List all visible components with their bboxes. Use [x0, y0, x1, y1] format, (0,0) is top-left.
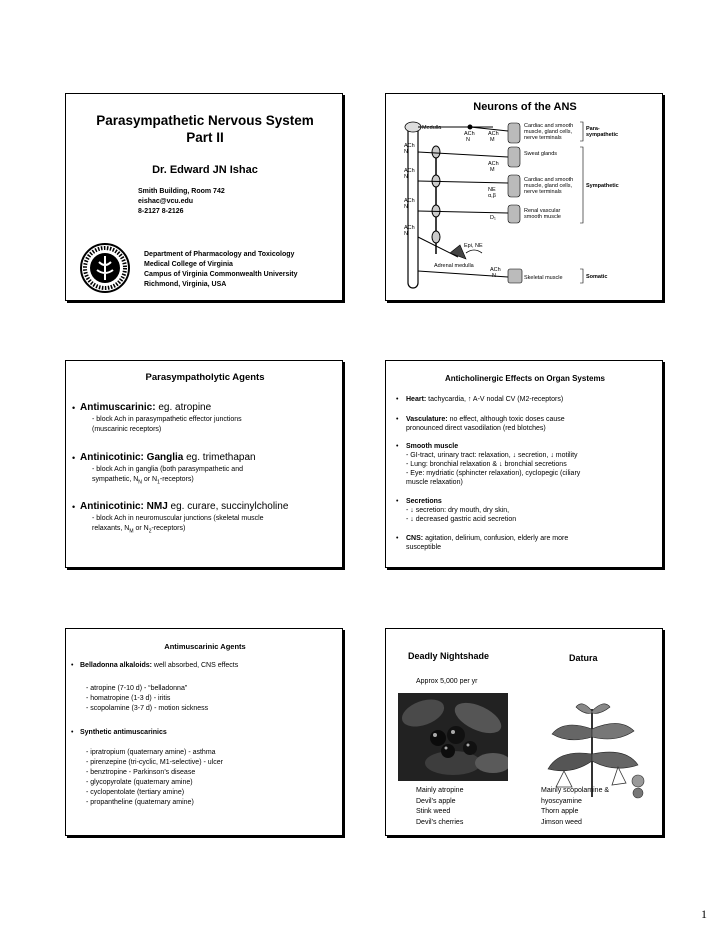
slide-anticholinergic-effects — [385, 360, 663, 568]
svg-text:ACh: ACh — [404, 198, 415, 204]
cases-per-year: Approx 5,000 per yr — [416, 678, 478, 685]
ans-neurons-diagram — [398, 119, 660, 297]
bullet-smooth-muscle: • Smooth muscle - GI-tract, urinary tract: relaxation, ↓ secretion, ↓ motility - Lung: bronchial relaxation & ↓ bronchial secretions - Eye: mydriatic (sphincter relaxation), cyclopegic (ciliary muscle relaxation) — [396, 443, 581, 486]
datura-title: Datura — [569, 653, 598, 663]
bullet-belladonna: • Belladonna alkaloids: well absorbed, CNS effects — [71, 662, 239, 669]
slide-plants — [385, 628, 663, 836]
bullet-heart: • Heart: tachycardia, ↑ A-V nodal CV (M2-receptors) — [396, 396, 564, 403]
svg-text:N: N — [404, 204, 408, 210]
slide1-title: Parasympathetic Nervous System Part II — [96, 113, 314, 145]
svg-text:muscle, gland cells,: muscle, gland cells, — [524, 183, 572, 189]
svg-text:D₁: D₁ — [490, 215, 496, 221]
svg-text:Sympathetic: Sympathetic — [586, 183, 619, 189]
svg-text:Adrenal medulla: Adrenal medulla — [434, 263, 474, 269]
svg-text:Somatic: Somatic — [586, 274, 608, 280]
slide3-title: Parasympatholytic Agents — [145, 372, 265, 383]
svg-text:nerve terminals: nerve terminals — [524, 189, 562, 195]
svg-text:Para-: Para- — [586, 126, 600, 132]
synthetic-list: - ipratropium (quaternary amine) - asthma - pirenzepine (tri-cyclic, M1-selective) - ulcer - benztropine - Parkinson’s disease - glycopyrolate (quaternary amine) - cyclopentolate (tertiary amine) - propantheline (quaternary amine) — [86, 749, 223, 806]
author-name: Dr. Edward JN Ishac — [152, 164, 258, 176]
slide2-title: Neurons of the ANS — [473, 101, 577, 113]
svg-text:N: N — [404, 174, 408, 180]
label-medulla: Medulla — [422, 125, 442, 131]
svg-text:ACh: ACh — [404, 143, 415, 149]
svg-text:ACh: ACh — [488, 161, 499, 167]
svg-text:N: N — [492, 273, 496, 279]
svg-text:N: N — [404, 231, 408, 237]
svg-text:N: N — [466, 137, 470, 143]
svg-text:Cardiac and smooth: Cardiac and smooth — [524, 177, 574, 183]
svg-text:nerve terminals: nerve terminals — [524, 135, 562, 141]
svg-text:ACh: ACh — [404, 225, 415, 231]
svg-text:Epi, NE: Epi, NE — [464, 243, 483, 249]
svg-text:α,β: α,β — [488, 193, 496, 199]
svg-text:ACh: ACh — [490, 267, 501, 273]
page-number: 1 — [701, 907, 707, 921]
svg-text:Skeletal muscle: Skeletal muscle — [524, 275, 563, 281]
vcu-seal-icon — [79, 242, 131, 294]
nightshade-photo-icon — [398, 693, 508, 781]
slide4-title: Anticholinergic Effects on Organ Systems — [444, 374, 606, 383]
svg-text:sympathetic: sympathetic — [586, 132, 619, 138]
bullet-synthetic: • Synthetic antimuscarinics — [71, 729, 167, 736]
slide-title — [65, 93, 343, 301]
svg-text:NE: NE — [488, 187, 496, 193]
slide-antimuscarinic-agents — [65, 628, 343, 836]
bullet-secretions: • Secretions - ↓ secretion: dry mouth, dry skin, - ↓ decreased gastric acid secretion — [396, 498, 517, 523]
svg-text:ACh: ACh — [488, 131, 499, 137]
slide-neurons-ans — [385, 93, 663, 301]
department-info: Department of Pharmacology and Toxicology Medical College of Virginia Campus of Virginia Commonwealth University Richmond, Virginia, USA — [144, 251, 298, 288]
datura-list: Mainly scopolamine & hyoscyamine Thorn apple Jimson weed — [541, 787, 610, 826]
bullet-antimuscarinic: • Antimuscarinic: eg. atropine - block Ach in parasympathetic effector junctions (muscarinic receptors) — [72, 402, 242, 433]
svg-text:Cardiac and smooth: Cardiac and smooth — [524, 123, 574, 129]
svg-text:M: M — [490, 167, 495, 173]
svg-text:Sweat glands: Sweat glands — [524, 151, 558, 157]
bullet-antinicotinic-ganglia: • Antinicotinic: Ganglia eg. trimethapan - block Ach in ganglia (both parasympathetic and sympathetic, $N_N$ or $N_1-receptors$) — [72, 452, 256, 486]
bullet-antinicotinic-nmj: • Antinicotinic: NMJ eg. curare, succinylcholine - block Ach in neuromuscular junctions (skeletal muscle relaxants, $N_M$ or $N_2-receptors$) — [72, 501, 289, 535]
svg-text:Renal vascular: Renal vascular — [524, 208, 561, 214]
svg-text:M: M — [490, 137, 495, 143]
slide5-title: Antimuscarinic Agents — [164, 642, 246, 651]
svg-text:N: N — [404, 149, 408, 155]
bullet-vasculature: • Vasculature: no effect, although toxic doses cause pronounced direct vasodilation (red blotches) — [396, 416, 565, 432]
slide-parasympatholytic-agents — [65, 360, 343, 568]
svg-text:muscle, gland cells,: muscle, gland cells, — [524, 129, 572, 135]
datura-plant-icon — [534, 699, 650, 799]
deadly-nightshade-title: Deadly Nightshade — [408, 651, 490, 661]
belladonna-list: - atropine (7-10 d) - “belladonna” - homatropine (1-3 d) - iritis - scopolamine (3-7 d) - motion sickness — [86, 685, 209, 712]
contact-info: Smith Building, Room 742 eishac@vcu.edu 8-2127 8-2126 — [138, 188, 225, 215]
svg-text:ACh: ACh — [404, 168, 415, 174]
svg-text:smooth muscle: smooth muscle — [524, 214, 561, 220]
bullet-cns: • CNS: agitation, delirium, confusion, elderly are more susceptible — [396, 535, 569, 551]
svg-text:ACh: ACh — [464, 131, 475, 137]
nightshade-list: Mainly atropine Devil’s apple Stink weed Devil’s cherries — [416, 787, 464, 826]
